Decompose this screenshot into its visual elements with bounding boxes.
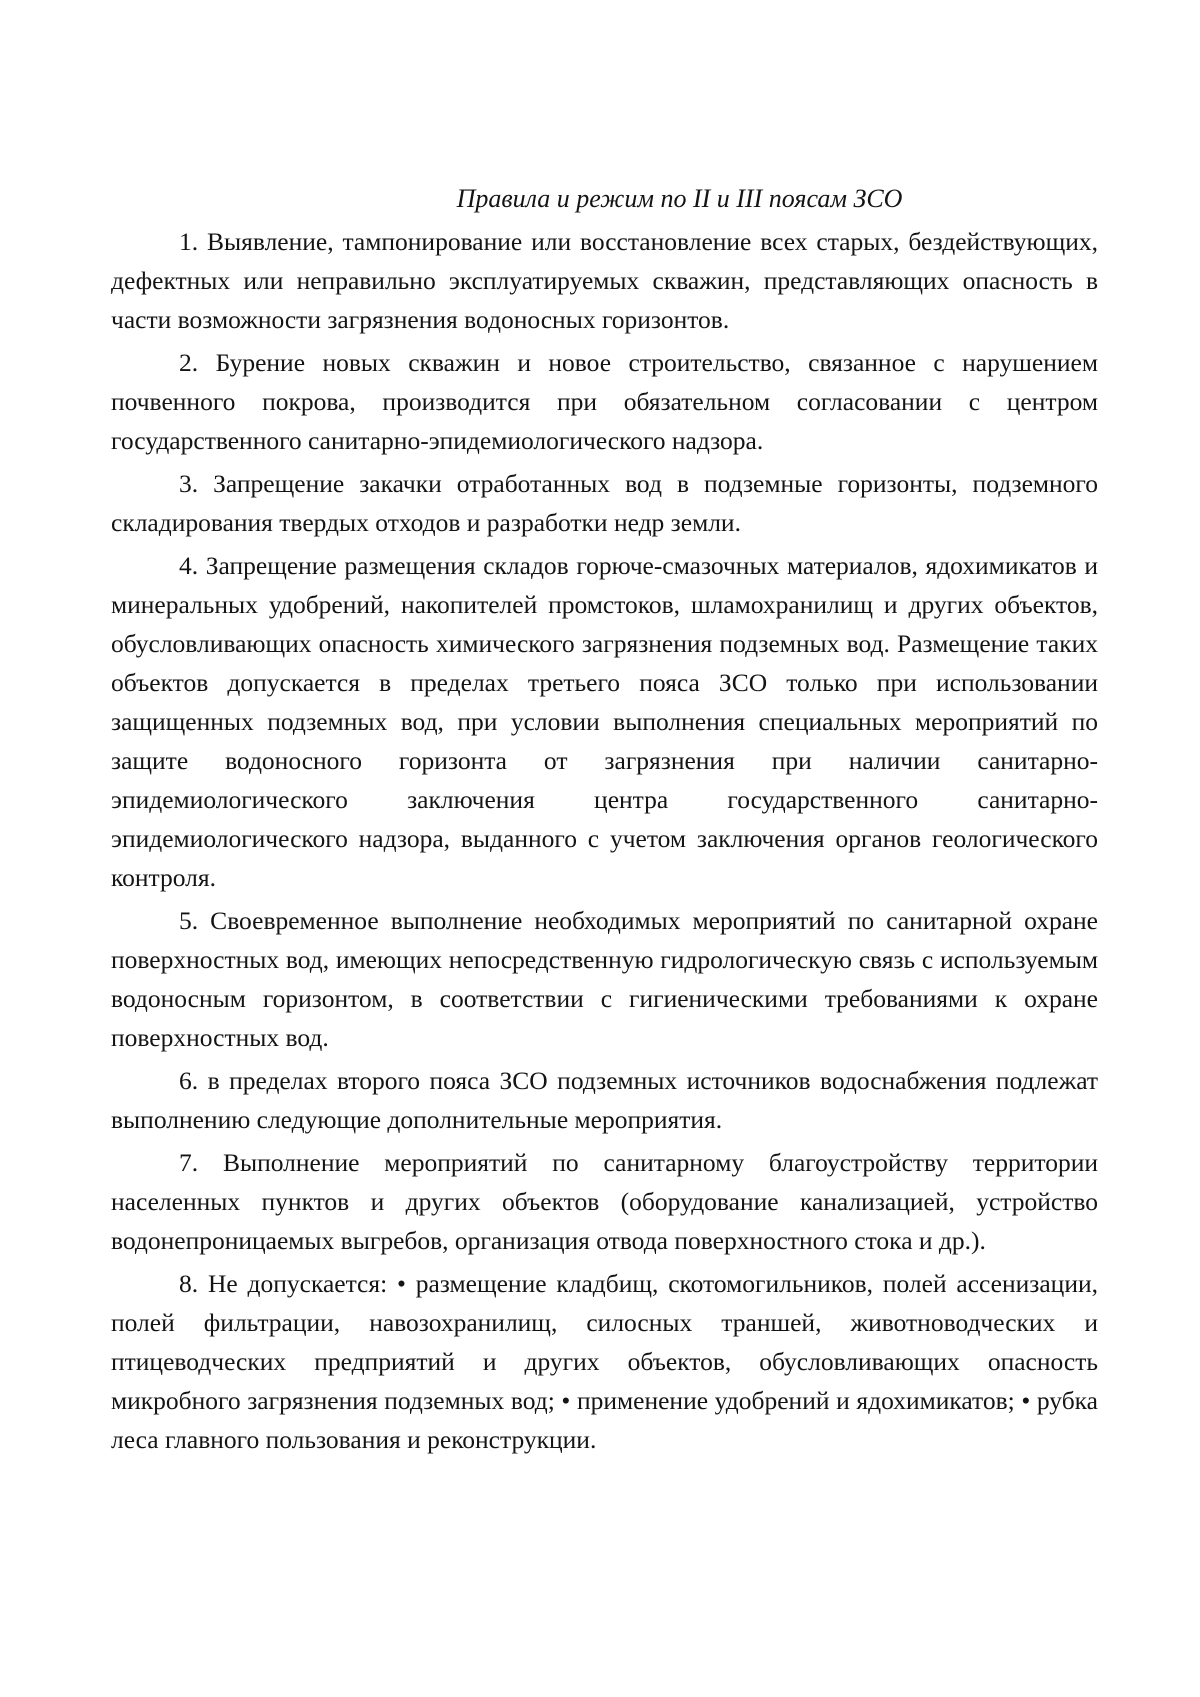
document-title: Правила и режим по II и III поясам ЗСО <box>456 184 903 213</box>
paragraph-1: 1. Выявление, тампонирование или восстановление всех старых, бездействующих, дефектных или неправильно эксплуатируемых скважин, представляющих опасность в части возможности загрязнения водоносных горизонтов. <box>111 227 1098 334</box>
paragraph-8: 8. Не допускается: • размещение кладбищ, скотомогильников, полей ассенизации, полей фильтрации, навозохранилищ, силосных траншей, животноводческих и птицеводческих предприятий и других объектов, обусловливающих опасность микробного загрязнения подземных вод; • применение удобрений и ядохимикатов; • рубка леса главного пользования и реконструкции. <box>111 1269 1098 1454</box>
paragraph-5: 5. Своевременное выполнение необходимых мероприятий по санитарной охране поверхностных вод, имеющих непосредственную гидрологическую связь с используемым водоносным горизонтом, в соответствии с гигиеническими требованиями к охране поверхностных вод. <box>111 906 1098 1052</box>
paragraph-6: 6. в пределах второго пояса ЗСО подземных источников водоснабжения подлежат выполнению следующие дополнительные мероприятия. <box>111 1066 1098 1134</box>
paragraph-2: 2. Бурение новых скважин и новое строительство, связанное с нарушением почвенного покрова, производится при обязательном согласовании с центром государственного санитарно-эпидемиологического надзора. <box>111 348 1098 455</box>
paragraph-4: 4. Запрещение размещения складов горюче-смазочных материалов, ядохимикатов и минеральных удобрений, накопителей промстоков, шламохранилищ и других объектов, обусловливающих опасность химического загрязнения подземных вод. Размещение таких объектов допускается в пределах третьего пояса ЗСО только при использовании защищенных подземных вод, при условии выполнения специальных мероприятий по защите водоносного горизонта от загрязнения при наличии санитарно-эпидемиологического заключения центра государственного санитарно-эпидемиологического надзора, выданного с учетом заключения органов геологического контроля. <box>111 551 1098 892</box>
paragraph-7: 7. Выполнение мероприятий по санитарному благоустройству территории населенных пунктов и других объектов (оборудование канализацией, устройство водонепроницаемых выгребов, организация отвода поверхностного стока и др.). <box>111 1148 1098 1255</box>
paragraph-3: 3. Запрещение закачки отработанных вод в подземные горизонты, подземного складирования твердых отходов и разработки недр земли. <box>111 469 1098 537</box>
